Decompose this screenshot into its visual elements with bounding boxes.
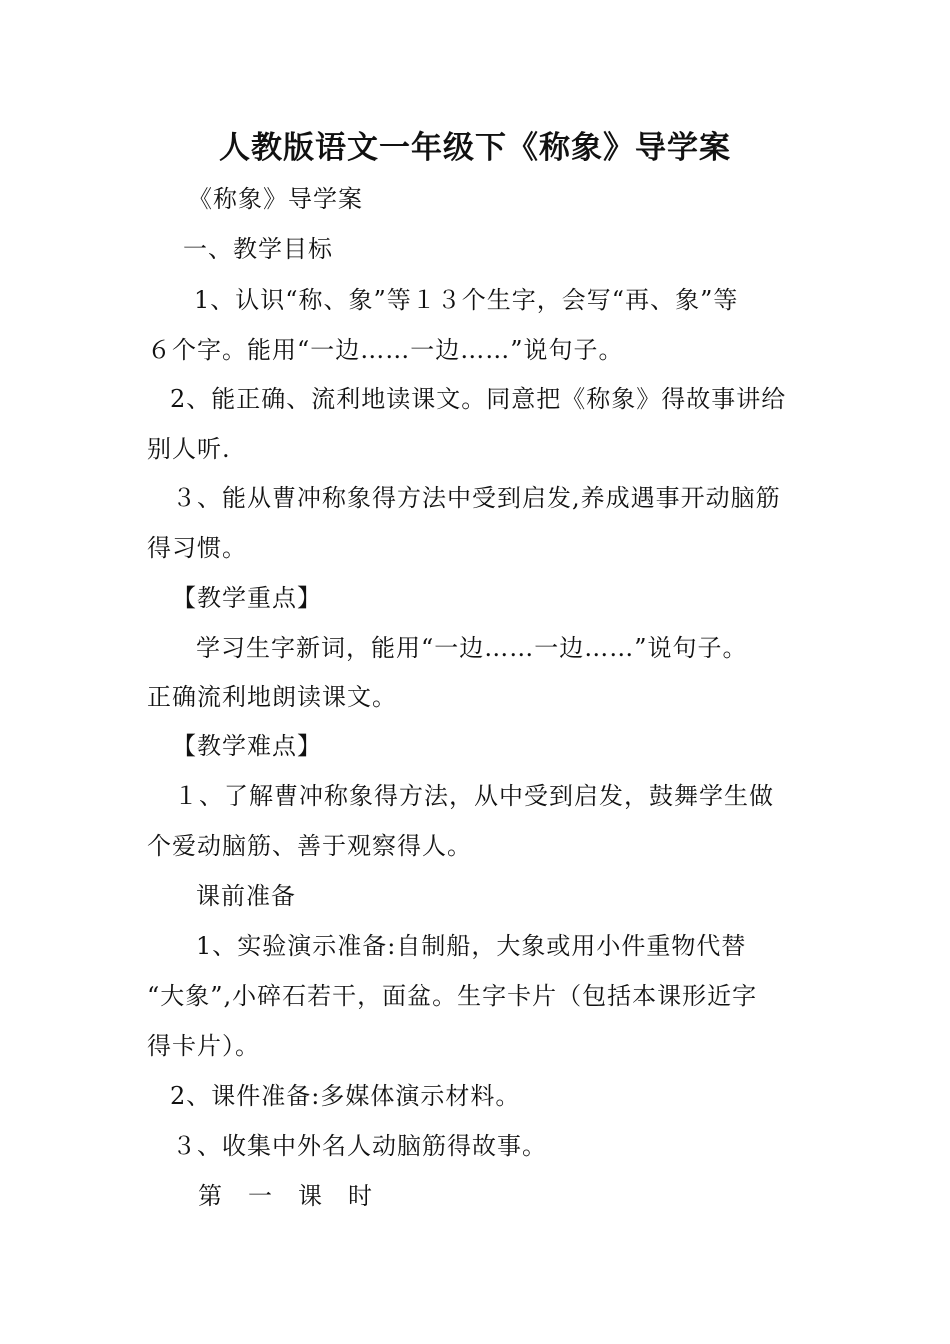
objective-2-line-1: 2、能正确、流利地读课文。同意把《称象》得故事讲给: [170, 385, 787, 413]
preparation-1-line-1: 1、实验演示准备:自制船，大象或用小件重物代替: [196, 932, 747, 960]
document-title: 人教版语文一年级下《称象》导学案: [219, 130, 731, 166]
objective-1-line-2: ６个字。能用“一边……一边……”说句子。: [147, 336, 624, 364]
key-points-line-2: 正确流利地朗读课文。: [147, 683, 397, 711]
section-heading-difficulties: 【教学难点】: [172, 732, 322, 760]
objective-3-line-2: 得习惯。: [147, 534, 247, 562]
preparation-2-line: 2、课件准备:多媒体演示材料。: [170, 1082, 521, 1110]
preparation-3-line: ３、收集中外名人动脑筋得故事。: [172, 1132, 547, 1160]
section-heading-key-points: 【教学重点】: [172, 584, 322, 612]
section-heading-preparation: 课前准备: [196, 882, 296, 910]
preparation-1-line-2: “大象”,小碎石若干，面盆。生字卡片（包括本课形近字: [147, 982, 758, 1010]
objective-1-line-1: 1、认识“称、象”等１３个生字，会写“再、象”等: [194, 286, 739, 314]
difficulty-1-line-1: １、了解曹冲称象得方法，从中受到启发，鼓舞学生做: [174, 782, 774, 810]
key-points-line-1: 学习生字新词，能用“一边……一边……”说句子。: [196, 634, 748, 662]
objective-3-line-1: ３、能从曹冲称象得方法中受到启发,养成遇事开动脑筋: [172, 484, 781, 512]
preparation-1-line-3: 得卡片）。: [147, 1032, 260, 1060]
subtitle-line: 《称象》导学案: [188, 185, 363, 213]
difficulty-1-line-2: 个爱动脑筋、善于观察得人。: [147, 832, 472, 860]
objective-2-line-2: 别人听.: [147, 435, 231, 463]
section-heading-objectives: 一、教学目标: [183, 235, 333, 263]
lesson-heading: 第 一 课 时: [198, 1182, 373, 1210]
